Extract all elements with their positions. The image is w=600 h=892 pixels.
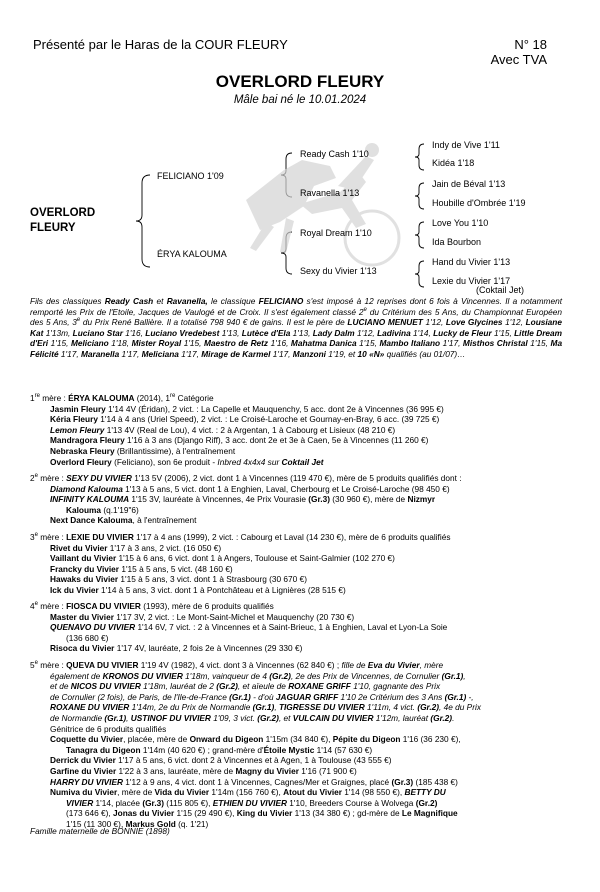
highlighted-text: (Gr.2)	[216, 681, 238, 692]
sire-sire: Ready Cash 1'10	[300, 149, 369, 159]
text-run: 1'14 (57 630 €)	[314, 744, 373, 755]
text-run: , et	[278, 712, 293, 723]
text-run: (Brillantissime), à l'entraînement	[114, 445, 236, 456]
text-run: (q. 1'21)	[175, 818, 209, 829]
offspring-line	[30, 505, 570, 516]
text-run: 1'15 3V, lauréate à Vincennes, 4e Prix Vourasie	[129, 494, 309, 505]
text-run: (q.1'19"6)	[101, 504, 139, 515]
text-run: 1'15 à 5 ans, 3 vict. dont 1 à Strasbourg (30 670 €)	[118, 574, 307, 585]
text-run: -,	[466, 691, 474, 702]
text-run: 1'12,	[502, 317, 526, 328]
highlighted-text: (Gr.3)	[142, 797, 164, 808]
text-run: , à l'entraînement	[132, 515, 197, 526]
text-run: 2	[30, 473, 35, 483]
offspring-line	[30, 564, 570, 575]
highlighted-text: (Gr.1)	[104, 712, 127, 723]
highlighted-text: Derrick du Vivier	[50, 755, 116, 766]
highlighted-text: Vaillant du Vivier	[50, 553, 117, 564]
gen3-3: Jain de Béval 1'13	[432, 179, 506, 189]
highlighted-text: Coktail Jet	[281, 456, 324, 467]
text-run: 1'15 à 5 ans, 5 vict. (48 160 €)	[119, 563, 233, 574]
highlighted-text: (Gr.1)	[252, 702, 275, 713]
highlighted-text: Ravanella,	[166, 296, 208, 306]
highlighted-text: ETHIEN DU VIVIER	[212, 797, 287, 808]
offspring-line	[30, 713, 570, 724]
offspring-line	[30, 671, 570, 682]
highlighted-text: (Gr.2)	[269, 670, 291, 681]
text-run: 1'13 4V (Real de Lou), 4 vict. : 2 à Argentan, 1 à Cabourg et Lisieux (48 210 €)	[104, 424, 396, 435]
text-run: qualifiés (au 01/07)…	[384, 348, 466, 359]
highlighted-text: ROXANE DU VIVIER	[50, 702, 130, 713]
text-run: 1'14 à 4 ans (Uriel Speed), 2 vict. : Le Croisé-Laroche et Gournay-en-Bray, 6 acc. (39 725 €)	[97, 414, 440, 425]
highlighted-text: NICOS DU VIVIER	[70, 681, 141, 692]
sire-narrative	[30, 296, 562, 360]
highlighted-text: Lemon Fleury	[50, 424, 105, 435]
highlighted-text: Maestro de Retz	[203, 338, 269, 349]
text-run: , et aïeule de	[237, 681, 289, 692]
text-run: 1'17,	[178, 348, 202, 359]
offspring-line	[30, 798, 570, 809]
text-run: mère :	[37, 660, 67, 670]
text-run: 1'17,	[58, 348, 81, 359]
highlighted-text: (Gr.2)	[257, 712, 279, 723]
text-run: (136 680 €)	[66, 632, 109, 643]
text-run: e	[34, 660, 38, 667]
text-run: - d'où	[250, 691, 276, 702]
text-run: ,	[463, 670, 466, 681]
highlighted-text: (Gr.1)	[229, 691, 251, 702]
sulky-silhouette-icon	[246, 143, 399, 265]
text-run: 1'18m, vainqueur de 4	[182, 670, 270, 681]
text-run: Génitrice de 6 produits qualifiés	[50, 723, 167, 734]
text-run: , placée, mère de	[123, 734, 190, 745]
highlighted-text: LEXIE DU VIVIER	[66, 532, 134, 542]
highlighted-text: Étoile Mystic	[263, 744, 315, 755]
highlighted-text: Ma Félicité	[30, 338, 563, 359]
highlighted-text: Francky du Vivier	[50, 563, 120, 574]
highlighted-text: Le Magnifique	[401, 808, 458, 819]
highlighted-text: Lucky de Fleur	[433, 327, 492, 338]
highlighted-text: Jonas du Vivier	[113, 808, 175, 819]
offspring-line	[30, 787, 570, 798]
text-run: 1'13,	[290, 327, 313, 338]
text-run: e	[34, 601, 38, 608]
dam-sire: Royal Dream 1'10	[300, 228, 372, 238]
highlighted-text: 10 «N»	[357, 348, 385, 359]
text-run: 1'17 3V, 2 vict. : Le Mont-Saint-Michel et Mauquenchy (20 730 €)	[113, 611, 355, 622]
highlighted-text: Meliciano	[70, 338, 109, 349]
text-run: (30 960 €), mère de	[329, 494, 408, 505]
text-run: 1'17 à 4 ans (1999), 2 vict. : Cabourg et Laval (14 230 €), mère de 6 produits qualifiés	[133, 532, 451, 542]
offspring-line	[30, 446, 570, 457]
text-run: (2014), 1	[134, 393, 170, 403]
highlighted-text: FELICIANO	[258, 296, 304, 306]
highlighted-text: Overlord Fleury	[50, 456, 112, 467]
text-run: du Prix René Ballière. Il a totalisé 798 940 € de gains. Il est le père de	[80, 317, 348, 328]
text-run: , mère	[419, 660, 444, 670]
offspring-line	[30, 457, 570, 468]
text-run: 1'14m, 2e du Prix de Normandie	[129, 702, 253, 713]
text-run: 1'15 (29 490 €),	[174, 808, 237, 819]
text-run: le classique	[207, 296, 259, 306]
text-run: re	[170, 393, 176, 400]
text-run: 1'13 (34 380 €) ; gd-mère de	[292, 808, 402, 819]
horse-name	[30, 206, 95, 236]
offspring-line	[30, 702, 570, 713]
offspring-line	[30, 755, 570, 766]
offspring-line	[30, 734, 570, 745]
highlighted-text: Hawaks du Vivier	[50, 574, 119, 585]
text-run: 1'14,	[410, 327, 434, 338]
offspring-line	[30, 724, 570, 735]
text-run: 1	[30, 393, 35, 403]
offspring-line	[30, 425, 570, 436]
text-run: 1'15m (34 840 €),	[263, 734, 333, 745]
text-run: 1'14m (156 760 €),	[209, 787, 284, 798]
text-run: 1'14 (98 550 €),	[341, 787, 405, 798]
highlighted-text: QUENAVO DU VIVIER	[50, 622, 136, 633]
text-run: e	[363, 306, 367, 313]
text-run: 1'14 6V, 7 vict. : 2 à Vincennes et à Saint-Brieuc, 1 à Enghien, Laval et Lyon-La Soie	[135, 622, 448, 633]
highlighted-text: Mirage de Karmel	[201, 348, 271, 359]
text-run: 1'17,	[440, 338, 463, 349]
gen3-8: Lexie du Vivier 1'17	[432, 276, 511, 286]
dam-dam: Sexy du Vivier 1'13	[300, 266, 377, 276]
highlighted-text: Ready Cash	[104, 296, 154, 306]
highlighted-text: Master du Vivier	[50, 611, 114, 622]
offspring-line	[30, 777, 570, 788]
highlighted-text: FIOSCA DU VIVIER	[66, 601, 141, 611]
highlighted-text: Eva du Vivier	[367, 660, 420, 670]
text-run: du Critérium des 5 Ans, du Championnat Européen des 5 Ans, 3	[30, 306, 562, 328]
dam-heading	[30, 532, 570, 543]
highlighted-text: Nizmyr	[407, 494, 436, 505]
highlighted-text: Diamond Kalouma	[50, 483, 123, 494]
text-run: (115 805 €),	[164, 797, 213, 808]
highlighted-text: Mister Royal	[131, 338, 182, 349]
page-title: OVERLORD FLEURY	[215, 72, 385, 91]
highlighted-text: Meliciana	[141, 348, 179, 359]
text-run: 1'14m (40 620 €) ; grand-mère d'	[140, 744, 264, 755]
text-run: e	[34, 532, 38, 539]
highlighted-text: Kalouma	[66, 504, 102, 515]
text-run: 3	[30, 532, 35, 542]
gen3-1: Indy de Vive 1'11	[432, 140, 500, 150]
dam-3-section	[30, 532, 570, 596]
offspring-line	[30, 553, 570, 564]
dam-1-section	[30, 393, 570, 467]
highlighted-text: HARRY DU VIVIER	[50, 776, 123, 787]
sire-dam: Ravanella 1'13	[300, 188, 360, 198]
text-run: e	[34, 473, 38, 480]
highlighted-text: Lousiane Kat	[30, 317, 562, 338]
highlighted-text: Love Glycines	[445, 317, 503, 328]
text-run: 1'18m, lauréat de 2	[140, 681, 217, 692]
highlighted-text: KRONOS DU VIVIER	[102, 670, 183, 681]
text-run: 1'15,	[48, 338, 71, 349]
highlighted-text: ÉRYA KALOUMA	[68, 393, 135, 403]
lot-number: N° 18	[514, 37, 547, 52]
text-run: 1'12 à 9 ans, 4 vict. dont 1 à Vincennes, Cagnes/Mer et Graignes, placé	[123, 776, 392, 787]
text-run: Catégorie	[175, 393, 214, 403]
offspring-line	[30, 622, 570, 633]
highlighted-text: Mahatma Danica	[290, 338, 357, 349]
offspring-line	[30, 612, 570, 623]
text-run: ,	[126, 712, 131, 723]
highlighted-text: Numiva du Vivier	[50, 787, 118, 798]
highlighted-text: LUCIANO MENUET	[347, 317, 423, 328]
text-run: (1993), mère de 6 produits qualifiés	[140, 601, 274, 611]
presenter: Présenté par le Haras de la COUR FLEURY	[33, 37, 288, 52]
highlighted-text: (Gr.1)	[441, 670, 464, 681]
highlighted-text: Atout du Vivier	[283, 787, 342, 798]
text-run: 1'15,	[356, 338, 380, 349]
highlighted-text: VULCAIN DU VIVIER	[292, 712, 374, 723]
text-run: ,	[274, 702, 279, 713]
text-run: 1'13,	[219, 327, 242, 338]
dam-5-section	[30, 660, 570, 830]
highlighted-text: Rivet du Vivier	[50, 542, 108, 553]
offspring-line	[30, 633, 570, 644]
gen3-7: Hand du Vivier 1'13	[432, 257, 511, 267]
highlighted-text: (Gr.3)	[308, 494, 330, 505]
text-run: 1'17 à 3 ans, 2 vict. (16 050 €)	[107, 542, 222, 553]
highlighted-text: Ladivina	[377, 327, 411, 338]
highlighted-text: Misthos Christal	[462, 338, 528, 349]
highlighted-text: INFINITY KALOUMA	[50, 494, 130, 505]
text-run: 1'16,	[268, 338, 291, 349]
highlighted-text: Coquette du Vivier	[50, 734, 124, 745]
text-run: e	[76, 317, 81, 324]
offspring-line	[30, 494, 570, 505]
text-run: 1'15,	[181, 338, 204, 349]
page-subtitle: Mâle bai né le 10.01.2024	[233, 94, 367, 106]
highlighted-text: Little Dream d'Eri	[30, 327, 563, 349]
highlighted-text: BETTY DU	[404, 787, 446, 798]
dam-2-section	[30, 473, 570, 526]
text-run: 1'10 2e Critérium des 3 Ans	[338, 691, 445, 702]
offspring-line	[30, 414, 570, 425]
text-run: également de	[50, 670, 103, 681]
text-run: 1'17 à 5 ans, 6 vict. dont 2 à Vincennes et à Agen, 1 à Toulouse (43 555 €)	[115, 755, 392, 766]
text-run: 1'19, et	[325, 348, 358, 359]
offspring-line	[30, 585, 570, 596]
offspring-line	[30, 515, 570, 526]
dam-heading	[30, 473, 570, 484]
text-run: 1'10, gagnante des Prix	[350, 681, 441, 692]
dam-heading	[30, 393, 570, 404]
highlighted-text: (Gr.3)	[391, 776, 414, 787]
highlighted-text: Risoca du Vivier	[50, 643, 115, 654]
text-run: 1'17 4V, lauréate, 2 fois 2e à Vincennes (29 330 €)	[114, 643, 303, 654]
text-run: 1'10, Breeders Course à Wolvega	[286, 797, 416, 808]
text-run: et	[153, 296, 167, 306]
highlighted-text: Pépite du Digeon	[332, 734, 401, 745]
horse-name-line2: FLEURY	[30, 222, 76, 234]
text-run: fille de	[341, 660, 368, 670]
text-run: 1'19 4V (1982), 4 vict. dont 3 à Vincennes (62 840 €) ;	[138, 660, 342, 670]
text-run: 1'12,	[422, 317, 446, 328]
offspring-line	[30, 766, 570, 777]
highlighted-text: VIVIER	[66, 797, 94, 808]
text-run: 1'11m, 4 vict.	[364, 702, 418, 713]
offspring-line	[30, 543, 570, 554]
highlighted-text: Kéria Fleury	[50, 414, 98, 425]
highlighted-text: Lutèce d'Ela	[241, 327, 291, 338]
text-run: (Feliciano), son 6e produit -	[111, 456, 218, 467]
highlighted-text: Luciano Star	[72, 327, 123, 338]
gen3-6: Ida Bourbon	[432, 237, 482, 247]
text-run: 1'12,	[354, 327, 378, 338]
sire: FELICIANO 1'09	[157, 171, 224, 181]
offspring-line	[30, 808, 570, 819]
text-run: 1'15,	[491, 327, 515, 338]
highlighted-text: Ick du Vivier	[50, 584, 99, 595]
text-run: et de	[50, 681, 71, 692]
highlighted-text: ROXANE GRIFF	[288, 681, 351, 692]
text-run: 1'14 4V (Éridan), 2 vict. : La Capelle et Mauquenchy, 5 acc. dont 2e à Vincennes (36 995 €)	[105, 403, 444, 414]
text-run: Inbred 4x4x4 sur	[217, 456, 282, 467]
text-run: s'est imposé à 12 reprises dont 6 fois à Vincennes. Il a notamment remporté les Prix de l'Etoile, Jacques de Vaulogé et de Croix. Il s'est également classé 2	[30, 296, 563, 317]
text-run: mère :	[37, 532, 67, 542]
offspring-line	[30, 681, 570, 692]
gen3-2: Kidéa 1'18	[432, 158, 475, 168]
vat-label: Avec TVA	[490, 52, 547, 67]
highlighted-text: Manzoni	[292, 348, 326, 359]
dam-heading	[30, 660, 570, 671]
highlighted-text: Lady Dalm	[312, 327, 355, 338]
highlighted-text: Mambo Italiano	[379, 338, 441, 349]
highlighted-text: Tanagra du Digeon	[66, 744, 141, 755]
highlighted-text: TIGRESSE DU VIVIER	[278, 702, 365, 713]
highlighted-text: Jasmin Fleury	[50, 403, 106, 414]
gen3-note: (Coktail Jet)	[476, 285, 525, 295]
text-run: de Normandie	[50, 712, 105, 723]
text-run: 1'15 à 6 ans, 6 vict. dont 1 à Angers, Toulouse et Saint-Galmier (102 270 €)	[116, 553, 395, 564]
text-run: 1'13 à 5 ans, 5 vict. dont 1 à Enghien, Laval, Cherbourg et Le Croisé-Laroche (98 450 €)	[122, 483, 450, 494]
maternal-family: Famille maternelle de BONNIE (1898)	[30, 826, 170, 836]
text-run: 1'15 (11 300 €),	[66, 818, 126, 829]
highlighted-text: QUEVA DU VIVIER	[66, 660, 139, 670]
text-run: 1'13 5V (2006), 2 vict. dont 1 à Vincennes (119 470 €), mère de 5 produits qualifiés dont :	[131, 473, 462, 483]
highlighted-text: Mandragora Fleury	[50, 435, 125, 446]
text-run: 1'17,	[119, 348, 142, 359]
highlighted-text: Vida du Vivier	[154, 787, 210, 798]
text-run: 1'16,	[122, 327, 146, 338]
text-run: mère :	[39, 393, 69, 403]
highlighted-text: King du Vivier	[236, 808, 293, 819]
highlighted-text: (Gr.2)	[415, 797, 438, 808]
text-run: 1'12m, lauréat	[373, 712, 431, 723]
highlighted-text: Next Dance Kalouma	[50, 515, 133, 526]
horse-name-line1: OVERLORD	[30, 207, 96, 219]
dam-heading	[30, 601, 570, 612]
highlighted-text: Nebraska Fleury	[50, 445, 115, 456]
offspring-line	[30, 574, 570, 585]
gen3-5: Love You 1'10	[432, 218, 489, 228]
text-run: 1'18,	[108, 338, 132, 349]
highlighted-text: Magny du Vivier	[235, 765, 299, 776]
offspring-line	[30, 643, 570, 654]
text-run: 1'14, placée	[93, 797, 143, 808]
highlighted-text: (Gr.2)	[417, 702, 439, 713]
highlighted-text: Onward du Digeon	[189, 734, 264, 745]
text-run: , mère de	[117, 787, 155, 798]
text-run: .	[452, 712, 455, 723]
text-run: 1'16 (36 230 €),	[400, 734, 461, 745]
text-run: (173 646 €),	[66, 808, 114, 819]
text-run: 1'22 à 3 ans, lauréate, mère de	[116, 765, 236, 776]
text-run: 1'16 (71 900 €)	[298, 765, 357, 776]
highlighted-text: Maranella	[80, 348, 120, 359]
highlighted-text: SEXY DU VIVIER	[66, 473, 132, 483]
text-run: mère :	[37, 473, 67, 483]
highlighted-text: USTINOF DU VIVIER	[130, 712, 211, 723]
offspring-line	[30, 484, 570, 495]
text-run: 1'09, 3 vict.	[210, 712, 258, 723]
text-run: 5	[30, 660, 35, 670]
text-run: re	[34, 393, 40, 400]
highlighted-text: Markus Gold	[125, 818, 176, 829]
text-run: 1'14 à 5 ans, 3 vict. dont 1 à Pontchâteau et à Lignières (28 515 €)	[98, 584, 346, 595]
text-run: , 2e des Prix de Vincennes, de Cornulier	[290, 670, 442, 681]
highlighted-text: Garfine du Vivier	[50, 765, 117, 776]
gen3-4: Houbille d'Ombrée 1'19	[432, 198, 526, 208]
offspring-line	[30, 692, 570, 703]
highlighted-text: (Gr.2)	[430, 712, 453, 723]
offspring-line	[30, 745, 570, 756]
highlighted-text: (Gr.1)	[444, 691, 467, 702]
text-run: 1'17,	[270, 348, 293, 359]
text-run: 4	[30, 601, 35, 611]
text-run: de Cornulier (2 fois), de Paris, de l'Ile-de-France	[50, 691, 230, 702]
dam: ÉRYA KALOUMA	[157, 249, 227, 259]
highlighted-text: JAGUAR GRIFF	[275, 691, 339, 702]
text-run: (185 438 €)	[413, 776, 458, 787]
dam-4-section	[30, 601, 570, 654]
offspring-line	[30, 435, 570, 446]
text-run: mère :	[37, 601, 67, 611]
highlighted-text: Luciano Vredebest	[145, 327, 220, 338]
text-run: 1'16 à 3 ans (Django Riff), 3 acc. dont 2e et 3e à Caen, 5e à Vincennes (11 260 €)	[124, 435, 429, 446]
text-run: 1'15,	[527, 338, 551, 349]
text-run: , 4e du Prix	[439, 702, 481, 713]
text-run: Fils des classiques	[30, 296, 105, 306]
text-run: 1'13m,	[43, 327, 73, 338]
offspring-line	[30, 404, 570, 415]
